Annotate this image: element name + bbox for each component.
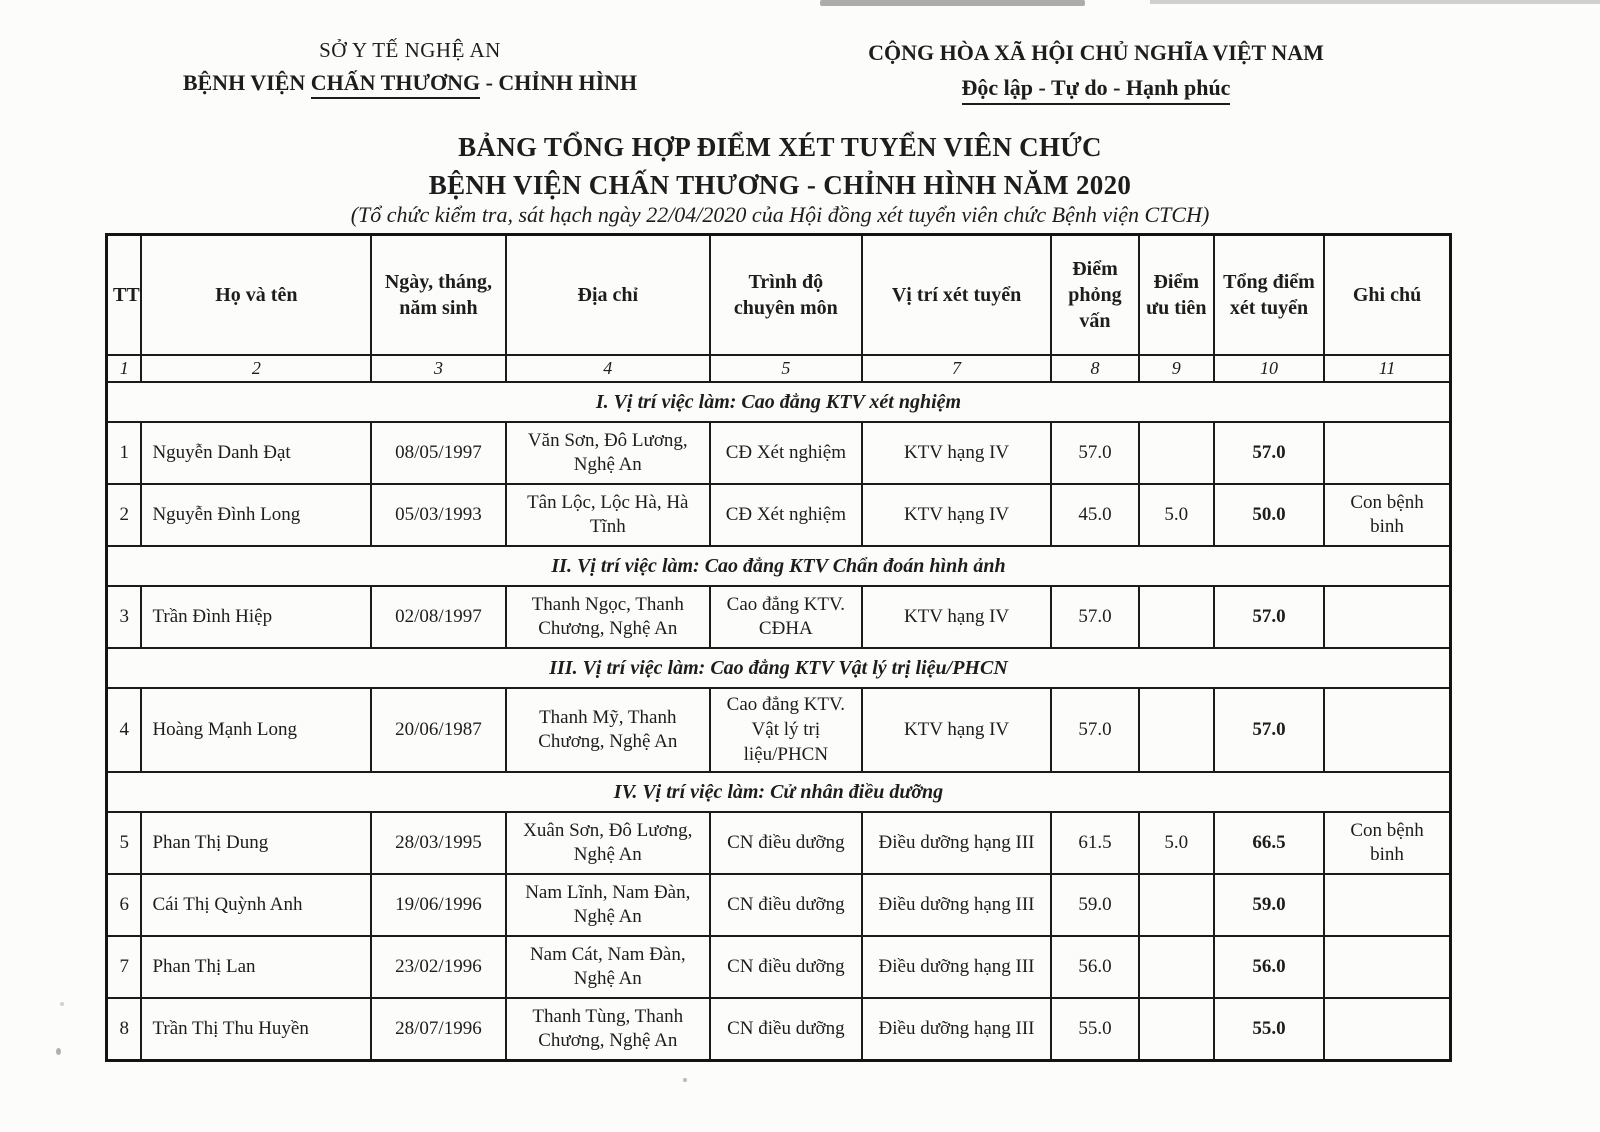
cell-total-score: 66.5 — [1214, 812, 1324, 874]
column-header-tt: TT — [107, 235, 142, 356]
hospital-name-underlined: CHẤN THƯƠNG — [311, 70, 480, 99]
header-label-row — [107, 235, 1451, 356]
cell-note — [1324, 688, 1450, 772]
cell-tt: 2 — [107, 484, 142, 546]
cell-interview-score: 57.0 — [1051, 688, 1138, 772]
cell-note — [1324, 874, 1450, 936]
column-number: 7 — [862, 355, 1052, 382]
document-title-line1: BẢNG TỔNG HỢP ĐIỂM XÉT TUYỂN VIÊN CHỨC — [458, 132, 1102, 162]
cell-priority-score — [1139, 422, 1214, 484]
cell-name: Trần Đình Hiệp — [141, 586, 371, 648]
cell-interview-score: 57.0 — [1051, 586, 1138, 648]
cell-address: Văn Sơn, Đô Lương, Nghệ An — [506, 422, 710, 484]
column-header-degree: Trình độ chuyên môn — [710, 235, 862, 356]
cell-interview-score: 55.0 — [1051, 998, 1138, 1060]
section-row — [107, 546, 1451, 586]
cell-note — [1324, 936, 1450, 998]
column-number-row — [107, 355, 1451, 382]
column-header-priority-score: Điểm ưu tiên — [1139, 235, 1214, 356]
hospital-name-suffix: - CHỈNH HÌNH — [480, 70, 638, 95]
cell-position: Điều dưỡng hạng III — [862, 874, 1052, 936]
column-header-name: Họ và tên — [141, 235, 371, 356]
cell-note — [1324, 586, 1450, 648]
document-subtitle: (Tổ chức kiểm tra, sát hạch ngày 22/04/2020 của Hội đồng xét tuyển viên chức Bệnh viện CTCH) — [350, 202, 1210, 227]
table-header — [107, 235, 1451, 356]
column-header-interview-score: Điểm phỏng vấn — [1051, 235, 1138, 356]
document-title — [100, 132, 1460, 201]
cell-address: Nam Cát, Nam Đàn, Nghệ An — [506, 936, 710, 998]
cell-interview-score: 61.5 — [1051, 812, 1138, 874]
column-number: 4 — [506, 355, 710, 382]
cell-dob: 28/07/1996 — [371, 998, 505, 1060]
cell-priority-score — [1139, 998, 1214, 1060]
section-heading: I. Vị trí việc làm: Cao đẳng KTV xét nghiệm — [107, 382, 1451, 422]
cell-total-score: 55.0 — [1214, 998, 1324, 1060]
cell-address: Thanh Tùng, Thanh Chương, Nghệ An — [506, 998, 710, 1060]
cell-position: KTV hạng IV — [862, 586, 1052, 648]
cell-degree: CN điều dưỡng — [710, 936, 862, 998]
cell-tt: 8 — [107, 998, 142, 1060]
scan-artifact — [60, 1002, 64, 1006]
cell-priority-score — [1139, 874, 1214, 936]
table-row — [107, 484, 1451, 546]
cell-degree: CN điều dưỡng — [710, 998, 862, 1060]
cell-position: KTV hạng IV — [862, 484, 1052, 546]
cell-interview-score: 56.0 — [1051, 936, 1138, 998]
table-row — [107, 874, 1451, 936]
table-row — [107, 422, 1451, 484]
cell-dob: 05/03/1993 — [371, 484, 505, 546]
table-body — [107, 355, 1451, 1060]
cell-name: Nguyễn Đình Long — [141, 484, 371, 546]
column-header-dob: Ngày, tháng, năm sinh — [371, 235, 505, 356]
cell-dob: 08/05/1997 — [371, 422, 505, 484]
document-title-line2: BỆNH VIỆN CHẤN THƯƠNG - CHỈNH HÌNH NĂM 2020 — [428, 170, 1132, 200]
section-heading: III. Vị trí việc làm: Cao đẳng KTV Vật lý trị liệu/PHCN — [107, 648, 1451, 688]
cell-total-score: 57.0 — [1214, 688, 1324, 772]
scan-artifact — [1150, 0, 1600, 4]
cell-tt: 3 — [107, 586, 142, 648]
scan-artifact — [683, 1078, 687, 1082]
column-number: 11 — [1324, 355, 1450, 382]
cell-address: Xuân Sơn, Đô Lương, Nghệ An — [506, 812, 710, 874]
section-heading: II. Vị trí việc làm: Cao đẳng KTV Chẩn đoán hình ảnh — [107, 546, 1451, 586]
column-header-note: Ghi chú — [1324, 235, 1450, 356]
cell-address: Nam Lĩnh, Nam Đàn, Nghệ An — [506, 874, 710, 936]
cell-degree: CN điều dưỡng — [710, 812, 862, 874]
section-row — [107, 382, 1451, 422]
cell-position: Điều dưỡng hạng III — [862, 812, 1052, 874]
cell-total-score: 56.0 — [1214, 936, 1324, 998]
cell-interview-score: 57.0 — [1051, 422, 1138, 484]
country-title: CỘNG HÒA XÃ HỘI CHỦ NGHĨA VIỆT NAM — [868, 40, 1324, 65]
cell-total-score: 57.0 — [1214, 422, 1324, 484]
cell-priority-score: 5.0 — [1139, 484, 1214, 546]
table-row — [107, 936, 1451, 998]
cell-note — [1324, 422, 1450, 484]
cell-name: Phan Thị Lan — [141, 936, 371, 998]
column-header-position: Vị trí xét tuyển — [862, 235, 1052, 356]
score-table — [105, 233, 1452, 1062]
cell-total-score: 50.0 — [1214, 484, 1324, 546]
cell-note: Con bệnh binh — [1324, 812, 1450, 874]
cell-address: Thanh Mỹ, Thanh Chương, Nghệ An — [506, 688, 710, 772]
cell-name: Trần Thị Thu Huyền — [141, 998, 371, 1060]
cell-address: Tân Lộc, Lộc Hà, Hà Tĩnh — [506, 484, 710, 546]
section-row — [107, 772, 1451, 812]
issuing-org-header — [140, 38, 680, 96]
column-number: 9 — [1139, 355, 1214, 382]
hospital-name-prefix: BỆNH VIỆN — [182, 70, 311, 95]
cell-name: Cái Thị Quỳnh Anh — [141, 874, 371, 936]
cell-dob: 23/02/1996 — [371, 936, 505, 998]
cell-total-score: 57.0 — [1214, 586, 1324, 648]
column-header-address: Địa chỉ — [506, 235, 710, 356]
column-number: 8 — [1051, 355, 1138, 382]
cell-dob: 20/06/1987 — [371, 688, 505, 772]
table-row — [107, 688, 1451, 772]
column-number: 3 — [371, 355, 505, 382]
cell-degree: CĐ Xét nghiệm — [710, 484, 862, 546]
cell-tt: 4 — [107, 688, 142, 772]
national-motto-header — [828, 40, 1364, 105]
cell-priority-score — [1139, 936, 1214, 998]
org-name: SỞ Y TẾ NGHỆ AN — [319, 38, 501, 62]
cell-degree: CĐ Xét nghiệm — [710, 422, 862, 484]
section-heading: IV. Vị trí việc làm: Cử nhân điều dưỡng — [107, 772, 1451, 812]
section-row — [107, 648, 1451, 688]
cell-note: Con bệnh binh — [1324, 484, 1450, 546]
column-number: 1 — [107, 355, 142, 382]
cell-priority-score: 5.0 — [1139, 812, 1214, 874]
cell-priority-score — [1139, 688, 1214, 772]
cell-tt: 5 — [107, 812, 142, 874]
cell-note — [1324, 998, 1450, 1060]
cell-total-score: 59.0 — [1214, 874, 1324, 936]
table-row — [107, 586, 1451, 648]
column-number: 2 — [141, 355, 371, 382]
cell-tt: 7 — [107, 936, 142, 998]
cell-name: Phan Thị Dung — [141, 812, 371, 874]
cell-dob: 19/06/1996 — [371, 874, 505, 936]
cell-tt: 6 — [107, 874, 142, 936]
table-row — [107, 998, 1451, 1060]
table-row — [107, 812, 1451, 874]
cell-dob: 02/08/1997 — [371, 586, 505, 648]
national-motto: Độc lập - Tự do - Hạnh phúc — [962, 75, 1231, 105]
cell-degree: Cao đẳng KTV. Vật lý trị liệu/PHCN — [710, 688, 862, 772]
cell-degree: Cao đẳng KTV. CĐHA — [710, 586, 862, 648]
cell-name: Hoàng Mạnh Long — [141, 688, 371, 772]
column-number: 5 — [710, 355, 862, 382]
column-header-total-score: Tổng điểm xét tuyển — [1214, 235, 1324, 356]
cell-position: Điều dưỡng hạng III — [862, 936, 1052, 998]
cell-degree: CN điều dưỡng — [710, 874, 862, 936]
cell-position: Điều dưỡng hạng III — [862, 998, 1052, 1060]
cell-position: KTV hạng IV — [862, 688, 1052, 772]
scan-artifact — [820, 0, 1085, 6]
cell-interview-score: 59.0 — [1051, 874, 1138, 936]
cell-address: Thanh Ngọc, Thanh Chương, Nghệ An — [506, 586, 710, 648]
scan-artifact — [56, 1048, 61, 1055]
cell-dob: 28/03/1995 — [371, 812, 505, 874]
column-number: 10 — [1214, 355, 1324, 382]
cell-interview-score: 45.0 — [1051, 484, 1138, 546]
cell-tt: 1 — [107, 422, 142, 484]
cell-position: KTV hạng IV — [862, 422, 1052, 484]
hospital-name — [140, 70, 680, 96]
cell-priority-score — [1139, 586, 1214, 648]
cell-name: Nguyễn Danh Đạt — [141, 422, 371, 484]
